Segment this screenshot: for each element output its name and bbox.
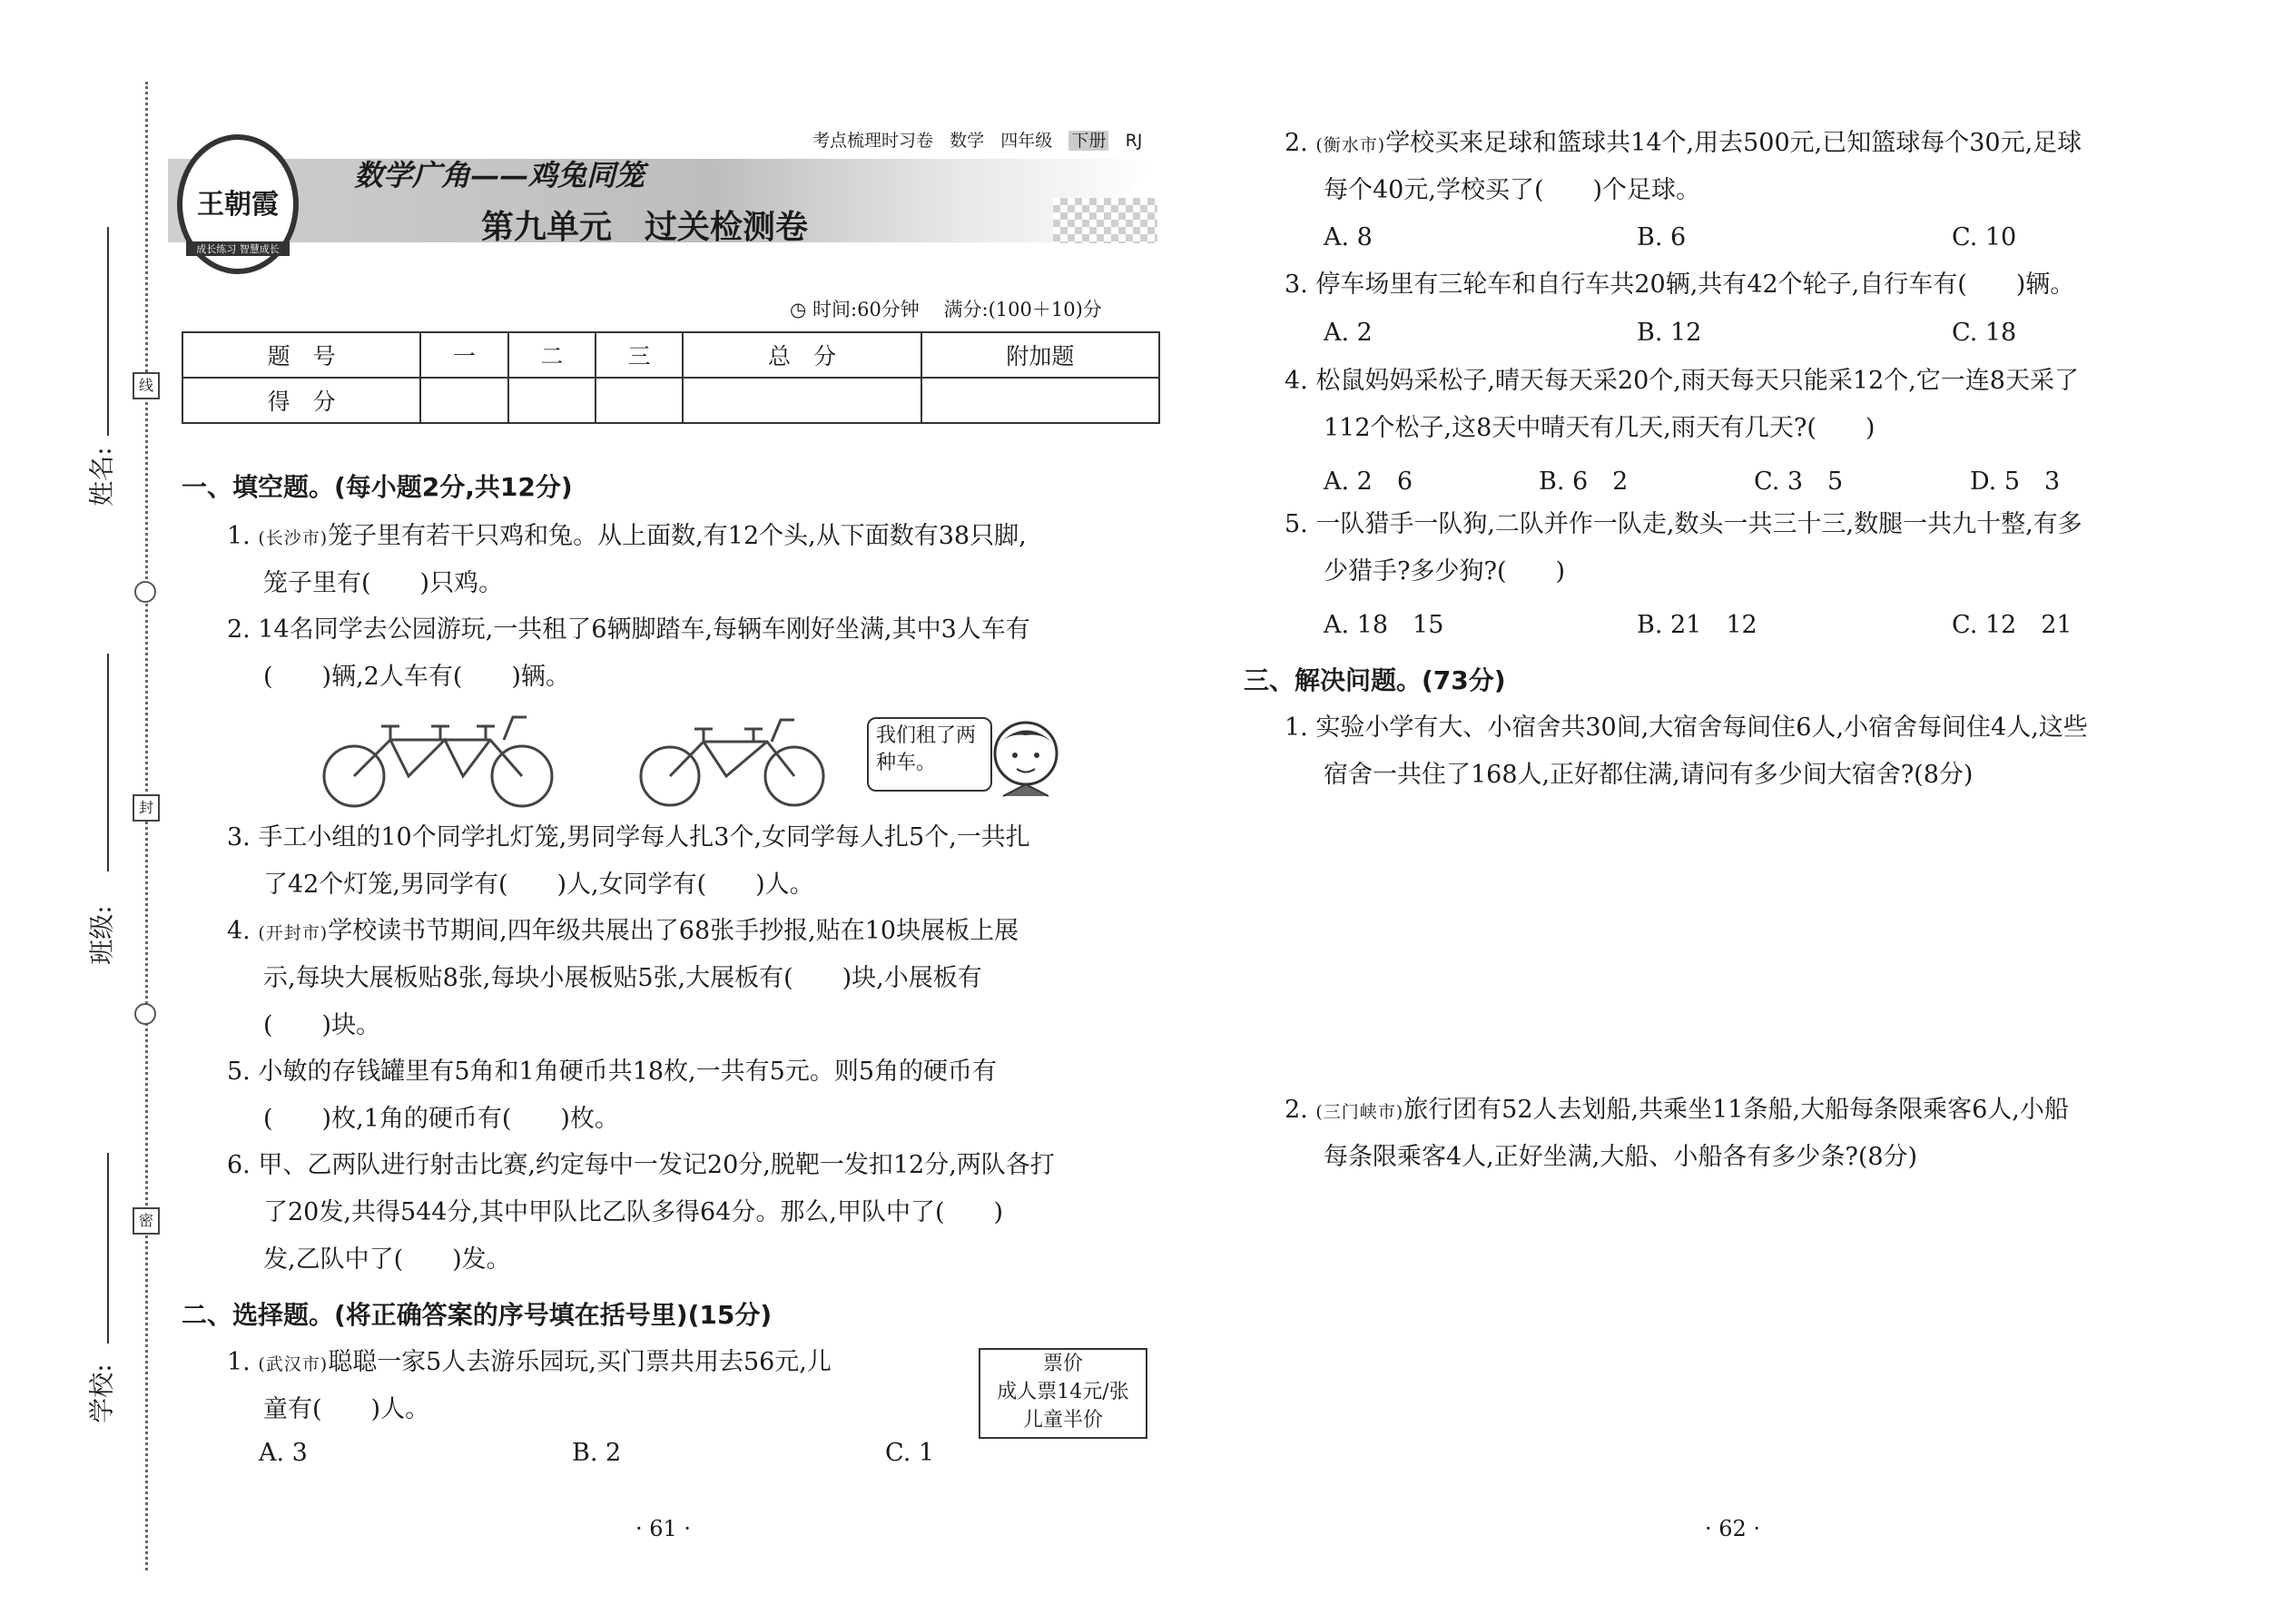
city-tag: (衡水市) — [1315, 135, 1386, 155]
s2-q1-line1 — [227, 1339, 832, 1388]
binding-mark-line: 线 — [133, 372, 160, 399]
section2-title: 二、选择题。(将正确答案的序号填在括号里)(15分) — [182, 1300, 773, 1330]
s1-q3-line2: 了42个灯笼,男同学有( )人,女同学有( )人。 — [263, 871, 814, 899]
unit-title: 第九单元 过关检测卷 — [481, 209, 809, 246]
logo-text: 王朝霞 — [197, 189, 279, 221]
checker-pattern — [1053, 198, 1157, 243]
q-number: 2. — [1285, 129, 1308, 157]
score-cell: 附加题 — [921, 332, 1159, 378]
class-label: 班级: — [86, 905, 117, 965]
s1-q6-line2: 了20发,共得544分,其中甲队比乙队多得64分。那么,甲队中了( ) — [263, 1198, 1004, 1226]
score-cell: 总 分 — [683, 332, 921, 378]
score-input-cell[interactable] — [683, 378, 921, 423]
name-underline — [107, 227, 109, 436]
score-cell: 三 — [596, 332, 683, 378]
q-text: 聪聪一家5人去游乐园玩,买门票共用去56元,儿 — [328, 1348, 832, 1376]
s2-q1-option-c: C. 1 — [885, 1439, 935, 1467]
score-table — [182, 331, 1160, 424]
ticket-child: 儿童半价 — [1022, 1409, 1103, 1432]
page-number-right: · 62 · — [1705, 1516, 1761, 1541]
s1-q4-line2: 示,每块大展板贴8张,每块小展板贴5张,大展板有( )块,小展板有 — [263, 964, 982, 992]
s3-q2-line1 — [1285, 1087, 2069, 1136]
page-number-left: · 61 · — [635, 1516, 692, 1541]
s2-q3-option-c: C. 18 — [1952, 319, 2017, 347]
s1-q2-line1: 2. 14名同学去公园游玩,一共租了6辆脚踏车,每辆车刚好坐满,其中3人车有 — [227, 615, 1030, 644]
school-label: 学校: — [86, 1363, 117, 1423]
s1-q4-line1 — [227, 908, 1019, 957]
s2-q1-option-a: A. 3 — [259, 1439, 308, 1467]
s2-q4-option-d: D. 5 3 — [1970, 468, 2061, 496]
series-name: 考点梳理时习卷 — [812, 131, 934, 151]
s2-q5-option-b: B. 21 12 — [1637, 611, 1757, 639]
ticket-title: 票价 — [1042, 1353, 1083, 1375]
score-input-cell[interactable] — [921, 378, 1159, 423]
s1-q6-line1: 6. 甲、乙两队进行射击比赛,约定每中一发记20分,脱靶一发扣12分,两队各打 — [227, 1151, 1055, 1179]
binding-circle-icon — [134, 581, 156, 603]
school-underline — [107, 1153, 109, 1343]
edition: RJ — [1125, 131, 1143, 151]
tandem-bike-icon — [635, 704, 831, 812]
binding-dotted-line — [145, 82, 148, 1570]
volume: 下册 — [1068, 131, 1108, 151]
score-table-header-row — [182, 332, 1159, 378]
q-number: 1. — [227, 522, 251, 550]
s2-q2-option-b: B. 6 — [1637, 223, 1687, 251]
name-label: 姓名: — [86, 447, 117, 507]
time-limit: 时间:60分钟 — [812, 299, 920, 320]
subject: 数学 — [950, 131, 985, 151]
score-cell: 一 — [420, 332, 507, 378]
clock-icon: ◷ — [790, 299, 807, 320]
s2-q5-line1: 5. 一队猎手一队狗,二队并作一队走,数头一共三十三,数腿一共九十整,有多 — [1285, 510, 2082, 538]
s2-q4-option-b: B. 6 2 — [1539, 468, 1629, 496]
s1-q2-line2: ( )辆,2人车有( )辆。 — [263, 663, 570, 691]
binding-mark-secret: 密 — [133, 1207, 160, 1235]
s1-q1-line1 — [227, 513, 1027, 562]
score-input-cell[interactable] — [420, 378, 507, 423]
s1-q4-line3: ( )块。 — [263, 1011, 381, 1039]
s2-q4-option-a: A. 2 6 — [1324, 468, 1413, 496]
s1-q6-line3: 发,乙队中了( )发。 — [263, 1245, 511, 1274]
s2-q3-option-a: A. 2 — [1324, 319, 1373, 347]
ticket-adult: 成人票14元/张 — [997, 1381, 1129, 1403]
s3-q1-line1: 1. 实验小学有大、小宿舍共30间,大宿舍每间住6人,小宿舍每间住4人,这些 — [1285, 714, 2088, 742]
section3-title: 三、解决问题。(73分) — [1244, 665, 1506, 695]
topic-title: 数学广角——鸡兔同笼 — [354, 158, 645, 192]
s2-q1-option-b: B. 2 — [572, 1439, 622, 1467]
logo-seal — [177, 134, 299, 274]
s2-q2-line1 — [1285, 120, 2082, 169]
q-number: 1. — [227, 1348, 251, 1376]
binding-mark-seal: 封 — [133, 794, 160, 822]
s2-q1-line2: 童有( )人。 — [263, 1395, 430, 1423]
child-face-icon — [980, 710, 1071, 801]
score-input-cell[interactable] — [508, 378, 596, 423]
section1-title: 一、填空题。(每小题2分,共12分) — [182, 472, 573, 502]
s1-q5-line2: ( )枚,1角的硬币有( )枚。 — [263, 1105, 619, 1133]
score-table-score-row — [182, 378, 1159, 423]
city-tag: (武汉市) — [258, 1354, 329, 1374]
s2-q3-line1: 3. 停车场里有三轮车和自行车共20辆,共有42个轮子,自行车有( )辆。 — [1285, 271, 2075, 299]
s1-q1-line2: 笼子里有( )只鸡。 — [263, 569, 504, 597]
series-label — [812, 127, 1142, 152]
q-text: 学校读书节期间,四年级共展出了68张手抄报,贴在10块展板上展 — [328, 917, 1019, 945]
s3-q1-line2: 宿舍一共住了168人,正好都住满,请问有多少间大宿舍?(8分) — [1324, 761, 1974, 789]
city-tag: (长沙市) — [258, 528, 329, 548]
s2-q2-line2: 每个40元,学校买了( )个足球。 — [1324, 176, 1701, 204]
s2-q4-line1: 4. 松鼠妈妈采松子,晴天每天采20个,雨天每天只能采12个,它一连8天采了 — [1285, 367, 2079, 395]
ticket-price-box — [979, 1348, 1147, 1439]
s3-q2-line2: 每条限乘客4人,正好坐满,大船、小船各有多少条?(8分) — [1324, 1143, 1918, 1171]
q-number: 2. — [1285, 1096, 1308, 1124]
logo-banner: 成长练习 智慧成长 — [186, 241, 290, 256]
s2-q4-option-c: C. 3 5 — [1754, 468, 1844, 496]
s2-q4-line2: 112个松子,这8天中晴天有几天,雨天有几天?( ) — [1324, 414, 1876, 442]
q-text: 笼子里有若干只鸡和兔。从上面数,有12个头,从下面数有38只脚, — [328, 522, 1027, 550]
s1-q3-line1: 3. 手工小组的10个同学扎灯笼,男同学每人扎3个,女同学每人扎5个,一共扎 — [227, 823, 1030, 851]
city-tag: (开封市) — [258, 923, 329, 943]
s2-q5-option-a: A. 18 15 — [1324, 611, 1444, 639]
q-text: 学校买来足球和篮球共14个,用去500元,已知篮球每个30元,足球 — [1385, 129, 2082, 157]
q-text: 旅行团有52人去划船,共乘坐11条船,大船每条限乘客6人,小船 — [1403, 1096, 2069, 1124]
s2-q5-option-c: C. 12 21 — [1952, 611, 2072, 639]
q-number: 4. — [227, 917, 251, 945]
triple-tandem-bike-icon — [318, 699, 567, 812]
grade: 四年级 — [1000, 131, 1053, 151]
speech-text: 我们租了两种车。 — [876, 724, 977, 774]
s2-q5-line2: 少猎手?多少狗?( ) — [1324, 557, 1566, 586]
s2-q3-option-b: B. 12 — [1637, 319, 1702, 347]
speech-bubble — [867, 717, 992, 792]
score-cell: 二 — [508, 332, 596, 378]
binding-circle-icon — [134, 1003, 156, 1025]
full-score: 满分:(100＋10)分 — [943, 299, 1102, 320]
exam-info — [790, 295, 1102, 322]
class-underline — [107, 654, 109, 871]
score-cell: 题 号 — [182, 332, 420, 378]
s2-q2-option-c: C. 10 — [1952, 223, 2017, 251]
city-tag: (三门峡市) — [1315, 1102, 1404, 1122]
score-cell: 得 分 — [182, 378, 420, 423]
score-input-cell[interactable] — [596, 378, 683, 423]
s2-q2-option-a: A. 8 — [1324, 223, 1373, 251]
s1-q5-line1: 5. 小敏的存钱罐里有5角和1角硬币共18枚,一共有5元。则5角的硬币有 — [227, 1058, 997, 1086]
